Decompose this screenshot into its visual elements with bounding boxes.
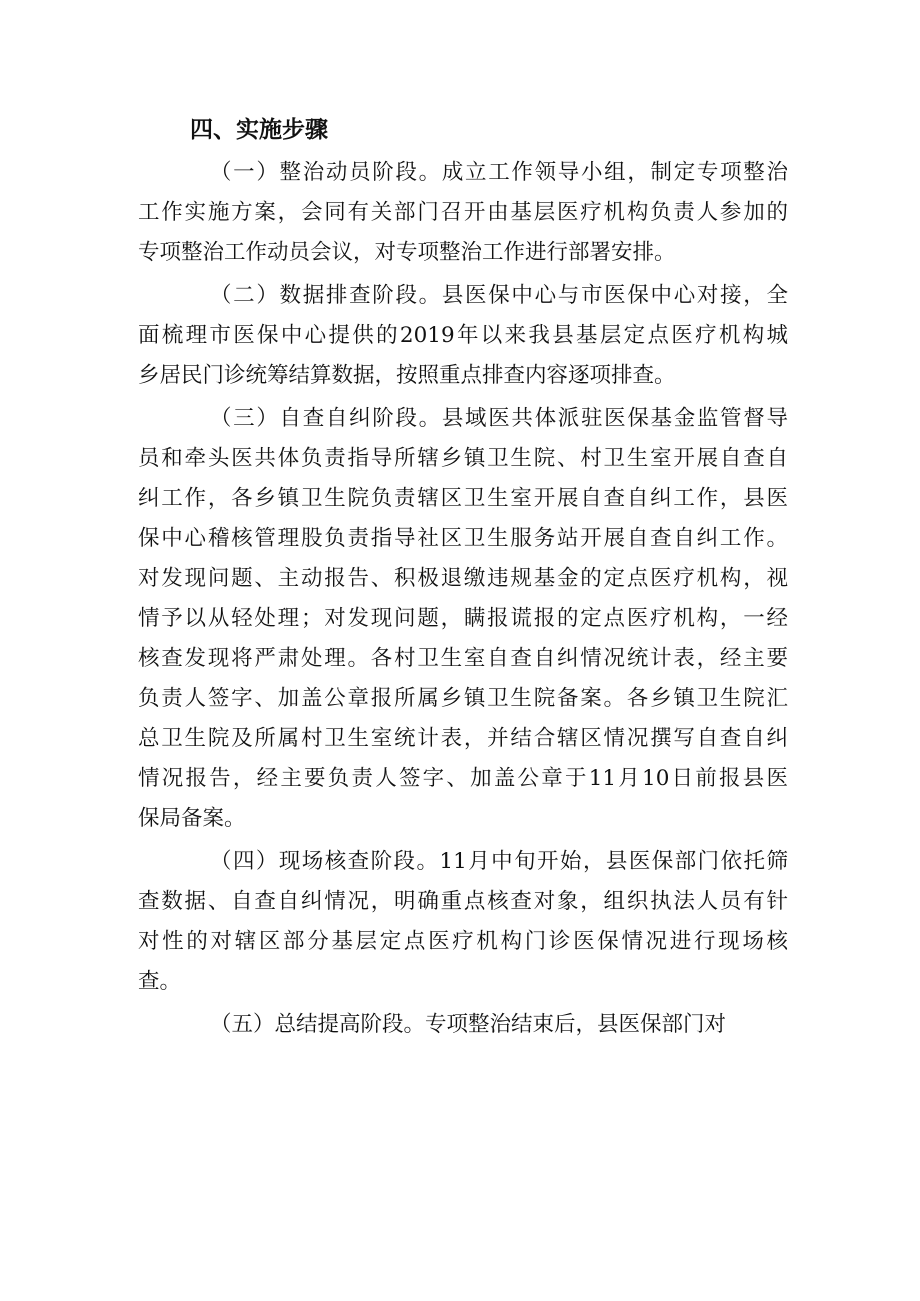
paragraph-line: 情况报告，经主要负责人签字、加盖公章于11月10日前报县医 <box>138 766 788 791</box>
paragraph-line: 工作实施方案，会同有关部门召开由基层医疗机构负责人参加的 <box>138 200 788 225</box>
paragraph-data-screening <box>138 276 788 396</box>
section-heading: 四、实施步骤 <box>190 117 328 143</box>
paragraph-line: 对发现问题、主动报告、积极退缴违规基金的定点医疗机构，视 <box>138 566 788 591</box>
paragraph-line: （三）自查自纠阶段。县域医共体派驻医保基金监管督导 <box>210 406 788 431</box>
paragraph-line: 乡居民门诊统筹结算数据，按照重点排查内容逐项排查。 <box>138 363 676 388</box>
paragraph-line: 对性的对辖区部分基层定点医疗机构门诊医保情况进行现场核 <box>138 929 788 954</box>
paragraph-line: 查数据、自查自纠情况，明确重点核查对象，组织执法人员有针 <box>138 889 788 914</box>
paragraph-line: （二）数据排查阶段。县医保中心与市医保中心对接，全 <box>210 283 788 308</box>
paragraph-line: （一）整治动员阶段。成立工作领导小组，制定专项整治 <box>210 160 788 185</box>
paragraph-line: 面梳理市医保中心提供的2019年以来我县基层定点医疗机构城 <box>138 323 788 348</box>
paragraph-line: （五）总结提高阶段。专项整治结束后，县医保部门对 <box>210 1012 727 1037</box>
paragraph-line: 员和牵头医共体负责指导所辖乡镇卫生院、村卫生室开展自查自 <box>138 446 788 471</box>
paragraph-summary <box>138 1005 788 1045</box>
document-page <box>138 110 788 1048</box>
paragraph-line: 查。 <box>138 969 182 994</box>
paragraph-line: 专项整治工作动员会议，对专项整治工作进行部署安排。 <box>138 240 676 265</box>
paragraph-line: 负责人签字、加盖公章报所属乡镇卫生院备案。各乡镇卫生院汇 <box>138 686 788 711</box>
paragraph-line: 总卫生院及所属村卫生室统计表，并结合辖区情况撰写自查自纠 <box>138 726 788 751</box>
paragraph-line: 保中心稽核管理股负责指导社区卫生服务站开展自查自纠工作。 <box>138 526 788 551</box>
paragraph-onsite-inspection <box>138 842 788 1002</box>
paragraph-mobilization <box>138 153 788 273</box>
paragraph-line: 纠工作，各乡镇卫生院负责辖区卫生室开展自查自纠工作，县医 <box>138 486 788 511</box>
paragraph-line: （四）现场核查阶段。11月中旬开始，县医保部门依托筛 <box>210 849 788 874</box>
paragraph-line: 核查发现将严肃处理。各村卫生室自查自纠情况统计表，经主要 <box>138 646 788 671</box>
paragraph-line: 保局备案。 <box>138 806 246 831</box>
paragraph-line: 情予以从轻处理；对发现问题，瞒报谎报的定点医疗机构，一经 <box>138 606 788 631</box>
paragraph-self-inspection <box>138 399 788 839</box>
